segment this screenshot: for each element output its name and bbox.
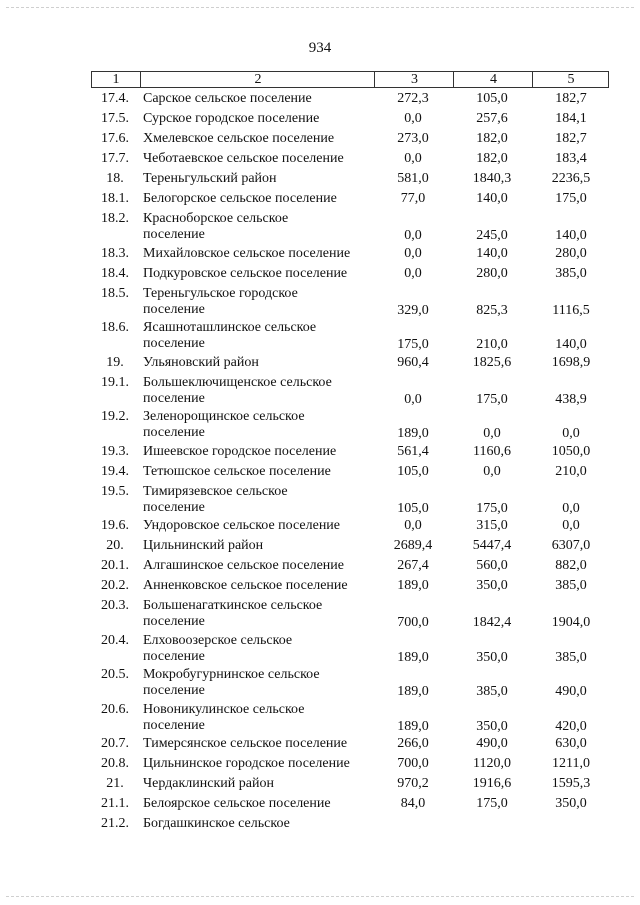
row-number: 18.2. — [101, 211, 129, 226]
row-name-line: Тереньгульское городское — [143, 285, 298, 301]
value-col-5: 1595,3 — [551, 776, 591, 791]
value-col-3: 84,0 — [400, 796, 426, 811]
value-col-5: 385,0 — [555, 578, 587, 593]
value-col-4: 175,0 — [476, 796, 508, 811]
value-col-3: 581,0 — [397, 171, 429, 186]
row-name-line: поселение — [143, 336, 205, 351]
value-col-3: 189,0 — [397, 578, 429, 593]
value-col-4: 385,0 — [476, 684, 508, 699]
row-name — [143, 444, 375, 460]
row-number: 18.5. — [101, 285, 129, 301]
value-col-4: 350,0 — [476, 718, 508, 734]
header-col-2: 2 — [140, 72, 375, 87]
row-number: 18. — [106, 171, 124, 186]
value-col-3: 329,0 — [397, 302, 429, 318]
row-name — [143, 578, 375, 594]
value-col-3: 105,0 — [397, 463, 429, 479]
value-col-5: 1116,5 — [552, 302, 590, 318]
value-col-3: 273,0 — [397, 131, 429, 146]
value-col-3: 0,0 — [404, 111, 422, 126]
row-name-line: Тимерсянское сельское поселение — [143, 736, 348, 751]
row-name-line: Чеботаевское сельское поселение — [143, 151, 344, 166]
row-number: 17.5. — [101, 111, 129, 126]
row-name-line: Белоярское сельское поселение — [143, 796, 331, 811]
scan-edge-top — [6, 7, 634, 8]
value-col-4: 210,0 — [476, 337, 508, 352]
row-name-line: Хмелевское сельское поселение — [143, 131, 335, 146]
row-name — [143, 667, 375, 699]
row-name-line: Красноборское сельское — [143, 211, 289, 226]
row-name — [143, 246, 375, 262]
row-name-line: Большенагаткинское сельское — [143, 598, 323, 613]
row-number: 19.6. — [101, 518, 129, 533]
value-col-3: 960,4 — [397, 354, 429, 370]
value-col-3: 700,0 — [397, 615, 429, 630]
row-number: 20.2. — [101, 578, 129, 593]
scan-edge-bottom — [6, 896, 634, 897]
value-col-4: 280,0 — [476, 265, 508, 281]
row-name — [143, 191, 375, 207]
row-name-line: Мокробугурнинское сельское — [143, 667, 320, 682]
row-name-line: Ульяновский район — [143, 354, 259, 370]
row-name — [143, 816, 375, 832]
value-col-5: 182,7 — [555, 91, 587, 106]
value-col-3: 189,0 — [397, 684, 429, 699]
header-col-5: 5 — [532, 72, 609, 87]
row-name-line: поселение — [143, 227, 205, 242]
value-col-5: 2236,5 — [551, 171, 591, 186]
row-name-line: Тереньгульский район — [143, 171, 277, 186]
row-name — [143, 756, 375, 772]
value-col-4: 257,6 — [476, 111, 508, 126]
row-name — [143, 286, 375, 318]
value-col-4: 5447,4 — [472, 538, 512, 553]
value-col-5: 0,0 — [562, 500, 580, 516]
value-col-5: 183,4 — [555, 151, 587, 166]
row-name-line: поселение — [143, 683, 205, 698]
value-col-5: 175,0 — [555, 191, 587, 206]
value-col-3: 0,0 — [404, 391, 422, 407]
row-number: 19.5. — [101, 483, 129, 499]
row-number: 19. — [106, 354, 124, 370]
value-col-5: 280,0 — [555, 245, 587, 261]
value-col-4: 0,0 — [483, 426, 501, 441]
row-number: 17.4. — [101, 91, 129, 106]
value-col-5: 350,0 — [555, 796, 587, 811]
value-col-5: 420,0 — [555, 718, 587, 734]
page-number: 934 — [308, 40, 332, 56]
value-col-3: 189,0 — [397, 426, 429, 441]
value-col-3: 0,0 — [404, 151, 422, 166]
value-col-5: 140,0 — [555, 337, 587, 352]
value-col-5: 882,0 — [555, 558, 587, 573]
row-number: 21.2. — [101, 816, 129, 831]
row-name-line: Чердаклинский район — [143, 776, 274, 791]
row-name — [143, 111, 375, 127]
value-col-5: 385,0 — [555, 649, 587, 665]
value-col-3: 77,0 — [400, 191, 426, 206]
row-name-line: Тетюшское сельское поселение — [143, 463, 331, 479]
row-name — [143, 355, 375, 371]
row-name — [143, 518, 375, 534]
row-name-line: Сарское сельское поселение — [143, 91, 312, 106]
value-col-4: 105,0 — [476, 91, 508, 106]
row-name-line: Цильнинское городское поселение — [143, 756, 350, 771]
value-col-4: 1916,6 — [472, 776, 512, 791]
value-col-4: 1120,0 — [473, 756, 511, 771]
row-number: 18.3. — [101, 245, 129, 261]
row-name-line: Тимирязевское сельское — [143, 483, 288, 499]
value-col-5: 210,0 — [555, 463, 587, 479]
row-name — [143, 736, 375, 752]
value-col-4: 350,0 — [476, 649, 508, 665]
row-number: 18.4. — [101, 265, 129, 281]
value-col-4: 1840,3 — [472, 171, 512, 186]
value-col-4: 182,0 — [476, 131, 508, 146]
value-col-3: 272,3 — [397, 91, 429, 106]
row-name — [143, 796, 375, 812]
value-col-3: 700,0 — [397, 756, 429, 771]
row-name-line: поселение — [143, 614, 205, 629]
row-name-line: Сурское городское поселение — [143, 111, 320, 126]
row-name-line: Ясашноташлинское сельское — [143, 320, 317, 335]
header-col-1: 1 — [112, 72, 120, 87]
row-number: 20.6. — [101, 701, 129, 717]
row-number: 17.7. — [101, 151, 129, 166]
row-number: 17.6. — [101, 131, 129, 146]
row-name — [143, 538, 375, 554]
value-col-3: 2689,4 — [393, 538, 433, 553]
value-col-3: 0,0 — [404, 518, 422, 533]
value-col-3: 267,4 — [397, 558, 429, 573]
value-col-4: 245,0 — [476, 228, 508, 243]
row-number: 19.2. — [101, 409, 129, 424]
row-name-line: поселение — [143, 499, 205, 515]
row-name — [143, 464, 375, 480]
row-name-line: Анненковское сельское поселение — [143, 578, 348, 593]
value-col-4: 1825,6 — [472, 354, 512, 370]
row-number: 18.6. — [101, 320, 129, 335]
row-name — [143, 633, 375, 665]
value-col-4: 1160,6 — [473, 443, 511, 459]
row-name-line: Михайловское сельское поселение — [143, 245, 351, 261]
value-col-5: 385,0 — [555, 265, 587, 281]
row-name — [143, 320, 375, 352]
value-col-5: 1050,0 — [551, 443, 591, 459]
row-name — [143, 598, 375, 630]
row-number: 19.1. — [101, 374, 129, 390]
row-name-line: Подкуровское сельское поселение — [143, 265, 348, 281]
value-col-5: 182,7 — [555, 131, 587, 146]
row-name — [143, 776, 375, 792]
row-name-line: Большеключищенское сельское — [143, 374, 332, 390]
row-number: 19.4. — [101, 463, 129, 479]
value-col-4: 825,3 — [476, 302, 508, 318]
row-name-line: поселение — [143, 425, 205, 440]
row-number: 20.5. — [101, 667, 129, 682]
row-number: 20.7. — [101, 736, 129, 751]
row-number: 20.4. — [101, 632, 129, 648]
value-col-3: 0,0 — [404, 245, 422, 261]
value-col-4: 140,0 — [476, 245, 508, 261]
value-col-4: 175,0 — [476, 391, 508, 407]
row-name — [143, 131, 375, 147]
value-col-3: 266,0 — [397, 736, 429, 751]
row-number: 20.1. — [101, 558, 129, 573]
value-col-5: 490,0 — [555, 684, 587, 699]
value-col-4: 490,0 — [476, 736, 508, 751]
value-col-5: 438,9 — [555, 391, 587, 407]
row-number: 20.8. — [101, 756, 129, 771]
value-col-3: 0,0 — [404, 265, 422, 281]
row-number: 18.1. — [101, 191, 129, 206]
row-name — [143, 375, 375, 407]
row-name — [143, 211, 375, 243]
value-col-4: 140,0 — [476, 191, 508, 206]
row-name — [143, 151, 375, 167]
row-number: 21. — [106, 776, 124, 791]
row-number: 21.1. — [101, 796, 129, 811]
value-col-3: 189,0 — [397, 718, 429, 734]
value-col-4: 560,0 — [476, 558, 508, 573]
value-col-5: 1211,0 — [552, 756, 590, 771]
row-name-line: поселение — [143, 648, 205, 664]
value-col-4: 350,0 — [476, 578, 508, 593]
row-name-line: Ишеевское городское поселение — [143, 443, 337, 459]
row-name-line: поселение — [143, 717, 205, 733]
row-name — [143, 91, 375, 107]
row-name-line: Богдашкинское сельское — [143, 816, 290, 831]
row-name — [143, 484, 375, 516]
value-col-5: 6307,0 — [551, 538, 591, 553]
value-col-3: 105,0 — [397, 500, 429, 516]
row-name — [143, 558, 375, 574]
row-name-line: Алгашинское сельское поселение — [143, 558, 345, 573]
value-col-3: 175,0 — [397, 337, 429, 352]
value-col-5: 140,0 — [555, 228, 587, 243]
row-name-line: Елховоозерское сельское — [143, 632, 293, 648]
value-col-5: 630,0 — [555, 736, 587, 751]
value-col-4: 182,0 — [476, 151, 508, 166]
value-col-5: 184,1 — [555, 111, 587, 126]
value-col-3: 0,0 — [404, 228, 422, 243]
value-col-5: 1698,9 — [551, 354, 591, 370]
row-number: 19.3. — [101, 443, 129, 459]
row-name-line: Новоникулинское сельское — [143, 701, 305, 717]
row-name-line: Ундоровское сельское поселение — [143, 518, 341, 533]
header-col-4: 4 — [453, 72, 533, 87]
value-col-3: 970,2 — [397, 776, 429, 791]
value-col-3: 189,0 — [397, 649, 429, 665]
row-number: 20. — [106, 538, 124, 553]
value-col-4: 1842,4 — [472, 615, 512, 630]
header-col-3: 3 — [374, 72, 454, 87]
row-name — [143, 702, 375, 734]
row-name-line: поселение — [143, 301, 205, 317]
value-col-3: 561,4 — [397, 443, 429, 459]
value-col-5: 0,0 — [562, 518, 580, 533]
row-name-line: Белогорское сельское поселение — [143, 191, 337, 206]
row-name-line: Зеленорощинское сельское — [143, 409, 305, 424]
row-name — [143, 171, 375, 187]
value-col-4: 175,0 — [476, 500, 508, 516]
row-name — [143, 266, 375, 282]
value-col-4: 315,0 — [476, 518, 508, 533]
table-header — [91, 71, 609, 88]
value-col-5: 1904,0 — [551, 615, 591, 630]
row-name — [143, 409, 375, 441]
row-name-line: Цильнинский район — [143, 538, 264, 553]
row-number: 20.3. — [101, 598, 129, 613]
row-name-line: поселение — [143, 390, 205, 406]
value-col-5: 0,0 — [562, 426, 580, 441]
value-col-4: 0,0 — [483, 463, 501, 479]
